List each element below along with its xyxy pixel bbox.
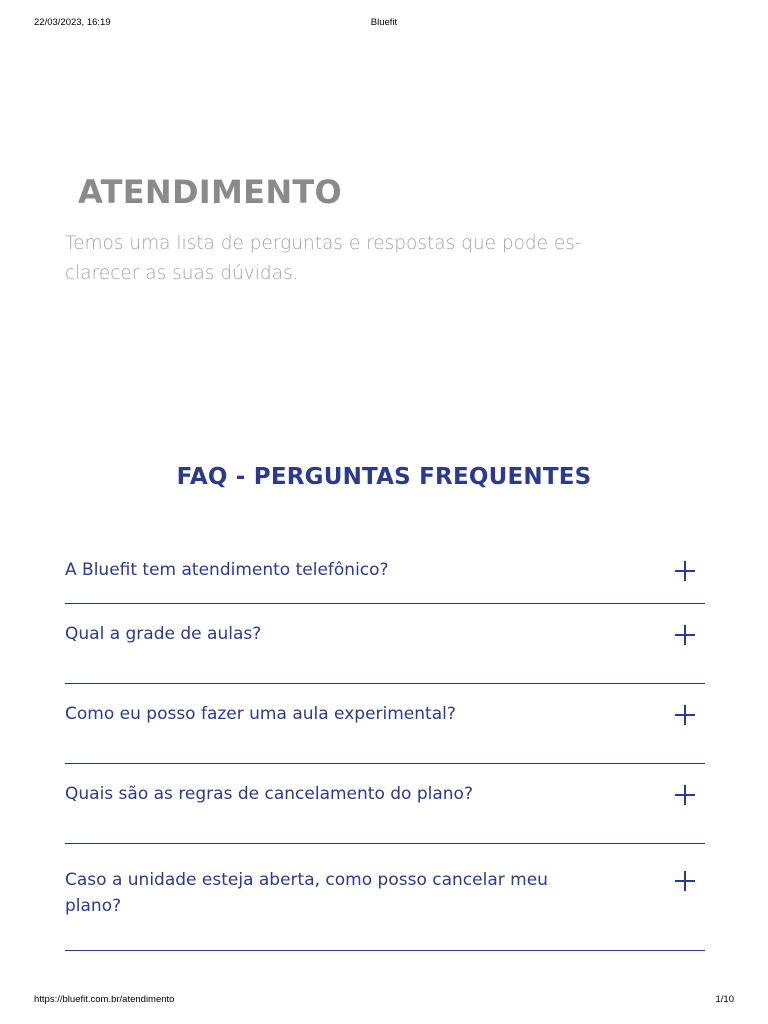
page-subtitle	[65, 229, 690, 289]
faq-item-aula-experimental[interactable]	[65, 684, 705, 764]
faq-item-regras-cancelamento[interactable]	[65, 764, 705, 844]
page-subtitle-line-2: clarecer as suas dúvidas.	[65, 263, 299, 284]
plus-icon[interactable]	[675, 785, 695, 805]
plus-icon[interactable]	[675, 625, 695, 645]
print-page-title: Bluefit	[370, 17, 398, 28]
faq-question-line-1: Caso a unidade esteja aberta, como posso cancelar meu	[65, 870, 548, 890]
faq-question[interactable]: A Bluefit tem atendimento telefônico?	[65, 560, 389, 580]
print-footer	[0, 994, 768, 1008]
plus-icon[interactable]	[675, 871, 695, 891]
print-page-indicator: 1/10	[715, 994, 734, 1005]
faq-question[interactable]	[65, 867, 625, 919]
print-url: https://bluefit.com.br/atendimento	[34, 994, 175, 1005]
faq-title: FAQ - PERGUNTAS FREQUENTES	[176, 464, 592, 490]
faq-item-grade-aulas[interactable]	[65, 604, 705, 684]
plus-icon[interactable]	[675, 561, 695, 581]
faq-question-line-2: plano?	[65, 896, 122, 916]
page-subtitle-line-1: Temos uma lista de perguntas e respostas que pode es-	[65, 233, 582, 254]
faq-item-cancelar-plano[interactable]	[65, 844, 705, 951]
faq-item-telefone[interactable]	[65, 540, 705, 604]
page-title: ATENDIMENTO	[78, 173, 343, 211]
faq-list	[65, 540, 705, 951]
print-header	[0, 17, 768, 31]
faq-question[interactable]: Quais são as regras de cancelamento do plano?	[65, 784, 473, 804]
faq-question[interactable]: Qual a grade de aulas?	[65, 624, 262, 644]
faq-question[interactable]: Como eu posso fazer uma aula experimental?	[65, 704, 456, 724]
plus-icon[interactable]	[675, 705, 695, 725]
print-datetime: 22/03/2023, 16:19	[34, 17, 111, 28]
